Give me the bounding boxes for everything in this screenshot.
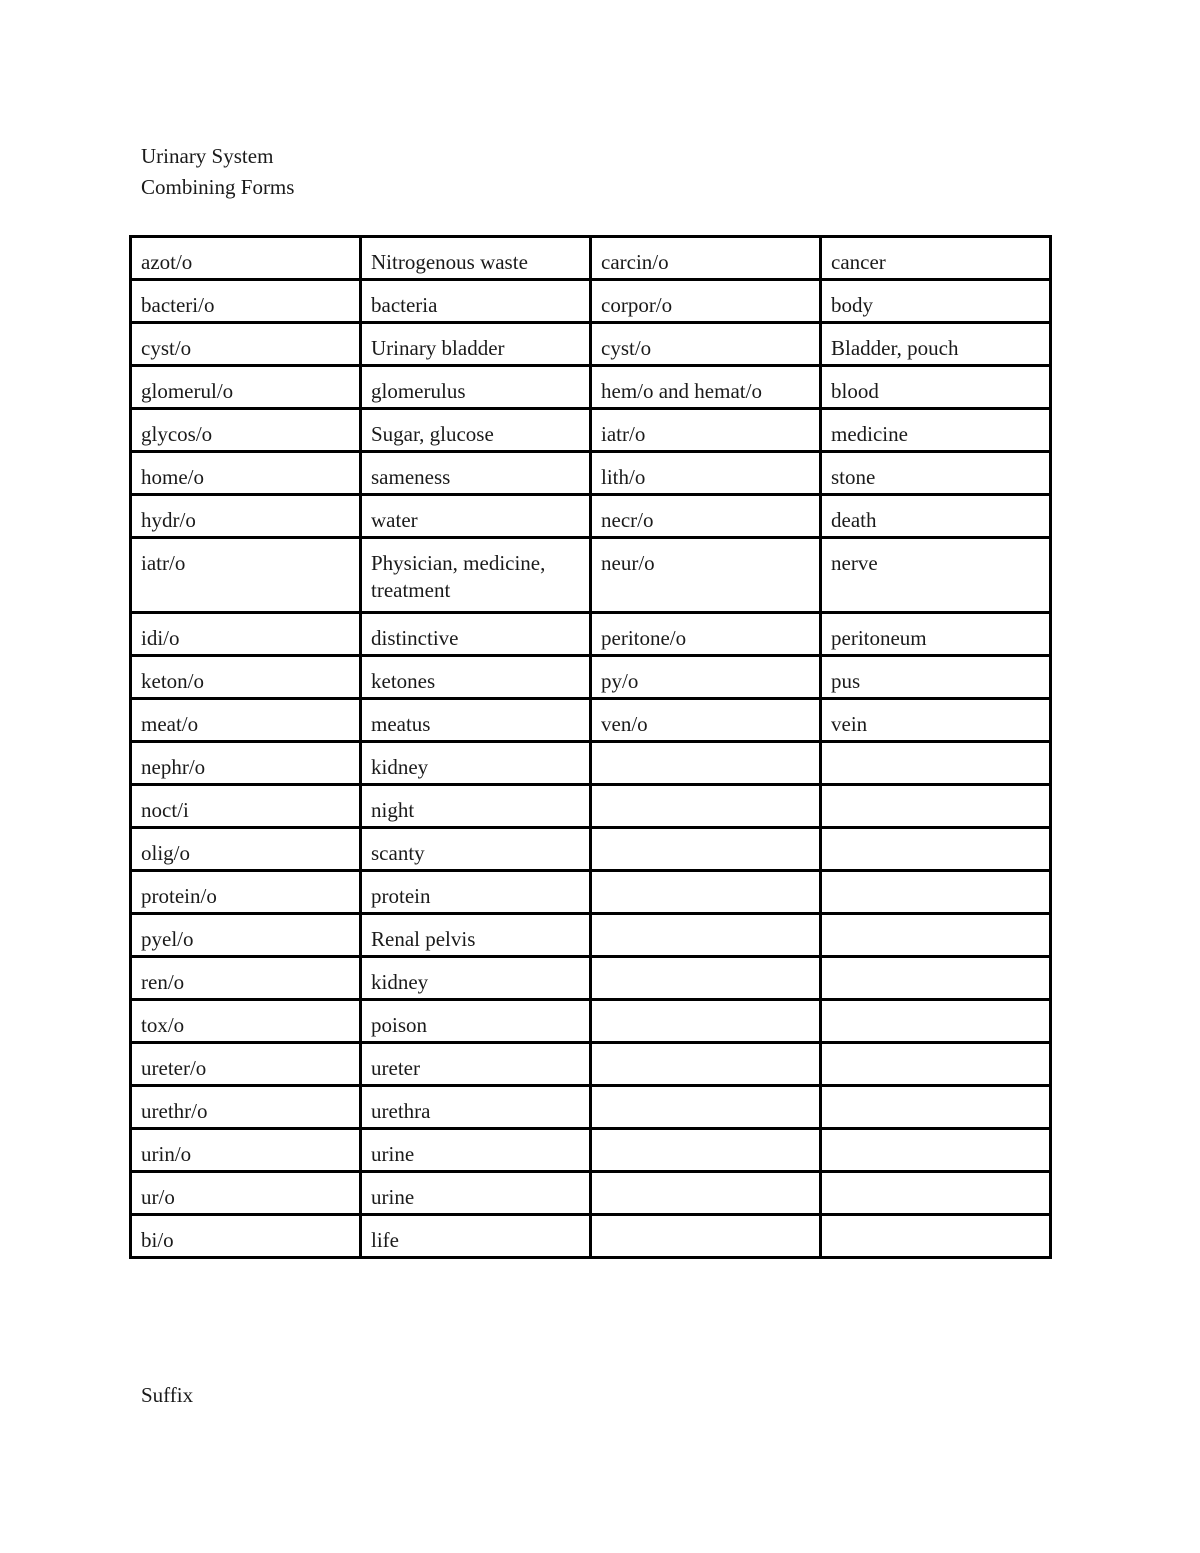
combining-form-cell bbox=[591, 871, 821, 914]
meaning-cell bbox=[821, 957, 1051, 1000]
meaning-cell: nerve bbox=[821, 538, 1051, 613]
combining-form-cell: ven/o bbox=[591, 699, 821, 742]
meaning-cell: ureter bbox=[361, 1043, 591, 1086]
combining-form-cell: urin/o bbox=[131, 1129, 361, 1172]
meaning-cell: urethra bbox=[361, 1086, 591, 1129]
combining-form-cell: protein/o bbox=[131, 871, 361, 914]
table-row bbox=[131, 1086, 1051, 1129]
meaning-cell: body bbox=[821, 280, 1051, 323]
table-row bbox=[131, 409, 1051, 452]
meaning-cell: pus bbox=[821, 656, 1051, 699]
meaning-cell bbox=[821, 1215, 1051, 1258]
table-row bbox=[131, 656, 1051, 699]
table-row bbox=[131, 538, 1051, 613]
table-row bbox=[131, 957, 1051, 1000]
combining-form-cell: home/o bbox=[131, 452, 361, 495]
combining-form-cell: tox/o bbox=[131, 1000, 361, 1043]
combining-form-cell bbox=[591, 1086, 821, 1129]
table-row bbox=[131, 1043, 1051, 1086]
meaning-cell: vein bbox=[821, 699, 1051, 742]
combining-form-cell: ur/o bbox=[131, 1172, 361, 1215]
table-row bbox=[131, 452, 1051, 495]
meaning-cell bbox=[821, 1000, 1051, 1043]
meaning-cell: Physician, medicine, treatment bbox=[361, 538, 591, 613]
document-title: Urinary System bbox=[141, 144, 274, 168]
meaning-cell bbox=[821, 785, 1051, 828]
table-row bbox=[131, 366, 1051, 409]
meaning-cell: death bbox=[821, 495, 1051, 538]
combining-form-cell: hem/o and hemat/o bbox=[591, 366, 821, 409]
meaning-cell: Urinary bladder bbox=[361, 323, 591, 366]
combining-form-cell: hydr/o bbox=[131, 495, 361, 538]
combining-form-cell: iatr/o bbox=[131, 538, 361, 613]
combining-form-cell: keton/o bbox=[131, 656, 361, 699]
meaning-cell: sameness bbox=[361, 452, 591, 495]
meaning-cell bbox=[821, 871, 1051, 914]
combining-form-cell bbox=[591, 1000, 821, 1043]
table-row bbox=[131, 495, 1051, 538]
meaning-cell: blood bbox=[821, 366, 1051, 409]
meaning-cell bbox=[821, 1043, 1051, 1086]
table-row bbox=[131, 323, 1051, 366]
combining-form-cell: meat/o bbox=[131, 699, 361, 742]
combining-form-cell: azot/o bbox=[131, 237, 361, 280]
meaning-cell: glomerulus bbox=[361, 366, 591, 409]
meaning-cell: night bbox=[361, 785, 591, 828]
meaning-cell: kidney bbox=[361, 957, 591, 1000]
combining-form-cell: carcin/o bbox=[591, 237, 821, 280]
meaning-cell bbox=[821, 914, 1051, 957]
combining-form-cell: glycos/o bbox=[131, 409, 361, 452]
table-row bbox=[131, 1000, 1051, 1043]
meaning-cell bbox=[821, 828, 1051, 871]
combining-form-cell: olig/o bbox=[131, 828, 361, 871]
combining-forms-table-body bbox=[131, 237, 1051, 1258]
meaning-cell bbox=[821, 1086, 1051, 1129]
meaning-cell bbox=[821, 1129, 1051, 1172]
combining-form-cell bbox=[591, 957, 821, 1000]
table-row bbox=[131, 1129, 1051, 1172]
combining-form-cell: peritone/o bbox=[591, 613, 821, 656]
combining-form-cell: idi/o bbox=[131, 613, 361, 656]
meaning-cell: urine bbox=[361, 1172, 591, 1215]
combining-form-cell: ureter/o bbox=[131, 1043, 361, 1086]
meaning-cell: poison bbox=[361, 1000, 591, 1043]
meaning-cell bbox=[821, 742, 1051, 785]
section-label-suffix: Suffix bbox=[141, 1383, 194, 1407]
combining-form-cell: bacteri/o bbox=[131, 280, 361, 323]
combining-form-cell bbox=[591, 1215, 821, 1258]
table-row bbox=[131, 742, 1051, 785]
table-row bbox=[131, 280, 1051, 323]
combining-form-cell: py/o bbox=[591, 656, 821, 699]
meaning-cell: bacteria bbox=[361, 280, 591, 323]
combining-form-cell: urethr/o bbox=[131, 1086, 361, 1129]
table-row bbox=[131, 871, 1051, 914]
combining-form-cell: glomerul/o bbox=[131, 366, 361, 409]
combining-form-cell bbox=[591, 1043, 821, 1086]
table-row bbox=[131, 237, 1051, 280]
combining-form-cell: noct/i bbox=[131, 785, 361, 828]
meaning-cell: urine bbox=[361, 1129, 591, 1172]
combining-form-cell bbox=[591, 742, 821, 785]
table-row bbox=[131, 1215, 1051, 1258]
combining-form-cell bbox=[591, 914, 821, 957]
meaning-cell bbox=[821, 1172, 1051, 1215]
combining-form-cell: cyst/o bbox=[131, 323, 361, 366]
combining-form-cell bbox=[591, 1129, 821, 1172]
meaning-cell: Sugar, glucose bbox=[361, 409, 591, 452]
meaning-cell: stone bbox=[821, 452, 1051, 495]
document-subtitle: Combining Forms bbox=[141, 175, 295, 199]
meaning-cell: peritoneum bbox=[821, 613, 1051, 656]
table-row bbox=[131, 785, 1051, 828]
combining-form-cell: cyst/o bbox=[591, 323, 821, 366]
combining-form-cell bbox=[591, 828, 821, 871]
combining-form-cell: lith/o bbox=[591, 452, 821, 495]
meaning-cell: life bbox=[361, 1215, 591, 1258]
meaning-cell: meatus bbox=[361, 699, 591, 742]
meaning-cell: distinctive bbox=[361, 613, 591, 656]
meaning-cell: water bbox=[361, 495, 591, 538]
combining-form-cell: pyel/o bbox=[131, 914, 361, 957]
combining-form-cell: corpor/o bbox=[591, 280, 821, 323]
table-row bbox=[131, 828, 1051, 871]
meaning-cell: Bladder, pouch bbox=[821, 323, 1051, 366]
table-row bbox=[131, 613, 1051, 656]
combining-form-cell: necr/o bbox=[591, 495, 821, 538]
combining-form-cell: ren/o bbox=[131, 957, 361, 1000]
meaning-cell: Renal pelvis bbox=[361, 914, 591, 957]
meaning-cell: ketones bbox=[361, 656, 591, 699]
combining-form-cell: iatr/o bbox=[591, 409, 821, 452]
table-row bbox=[131, 699, 1051, 742]
combining-forms-table bbox=[129, 235, 1052, 1259]
meaning-cell: scanty bbox=[361, 828, 591, 871]
table-row bbox=[131, 914, 1051, 957]
combining-form-cell: bi/o bbox=[131, 1215, 361, 1258]
meaning-cell: medicine bbox=[821, 409, 1051, 452]
combining-form-cell: neur/o bbox=[591, 538, 821, 613]
table-row bbox=[131, 1172, 1051, 1215]
combining-form-cell bbox=[591, 1172, 821, 1215]
meaning-cell: kidney bbox=[361, 742, 591, 785]
meaning-cell: Nitrogenous waste bbox=[361, 237, 591, 280]
combining-form-cell: nephr/o bbox=[131, 742, 361, 785]
combining-form-cell bbox=[591, 785, 821, 828]
meaning-cell: protein bbox=[361, 871, 591, 914]
meaning-cell: cancer bbox=[821, 237, 1051, 280]
